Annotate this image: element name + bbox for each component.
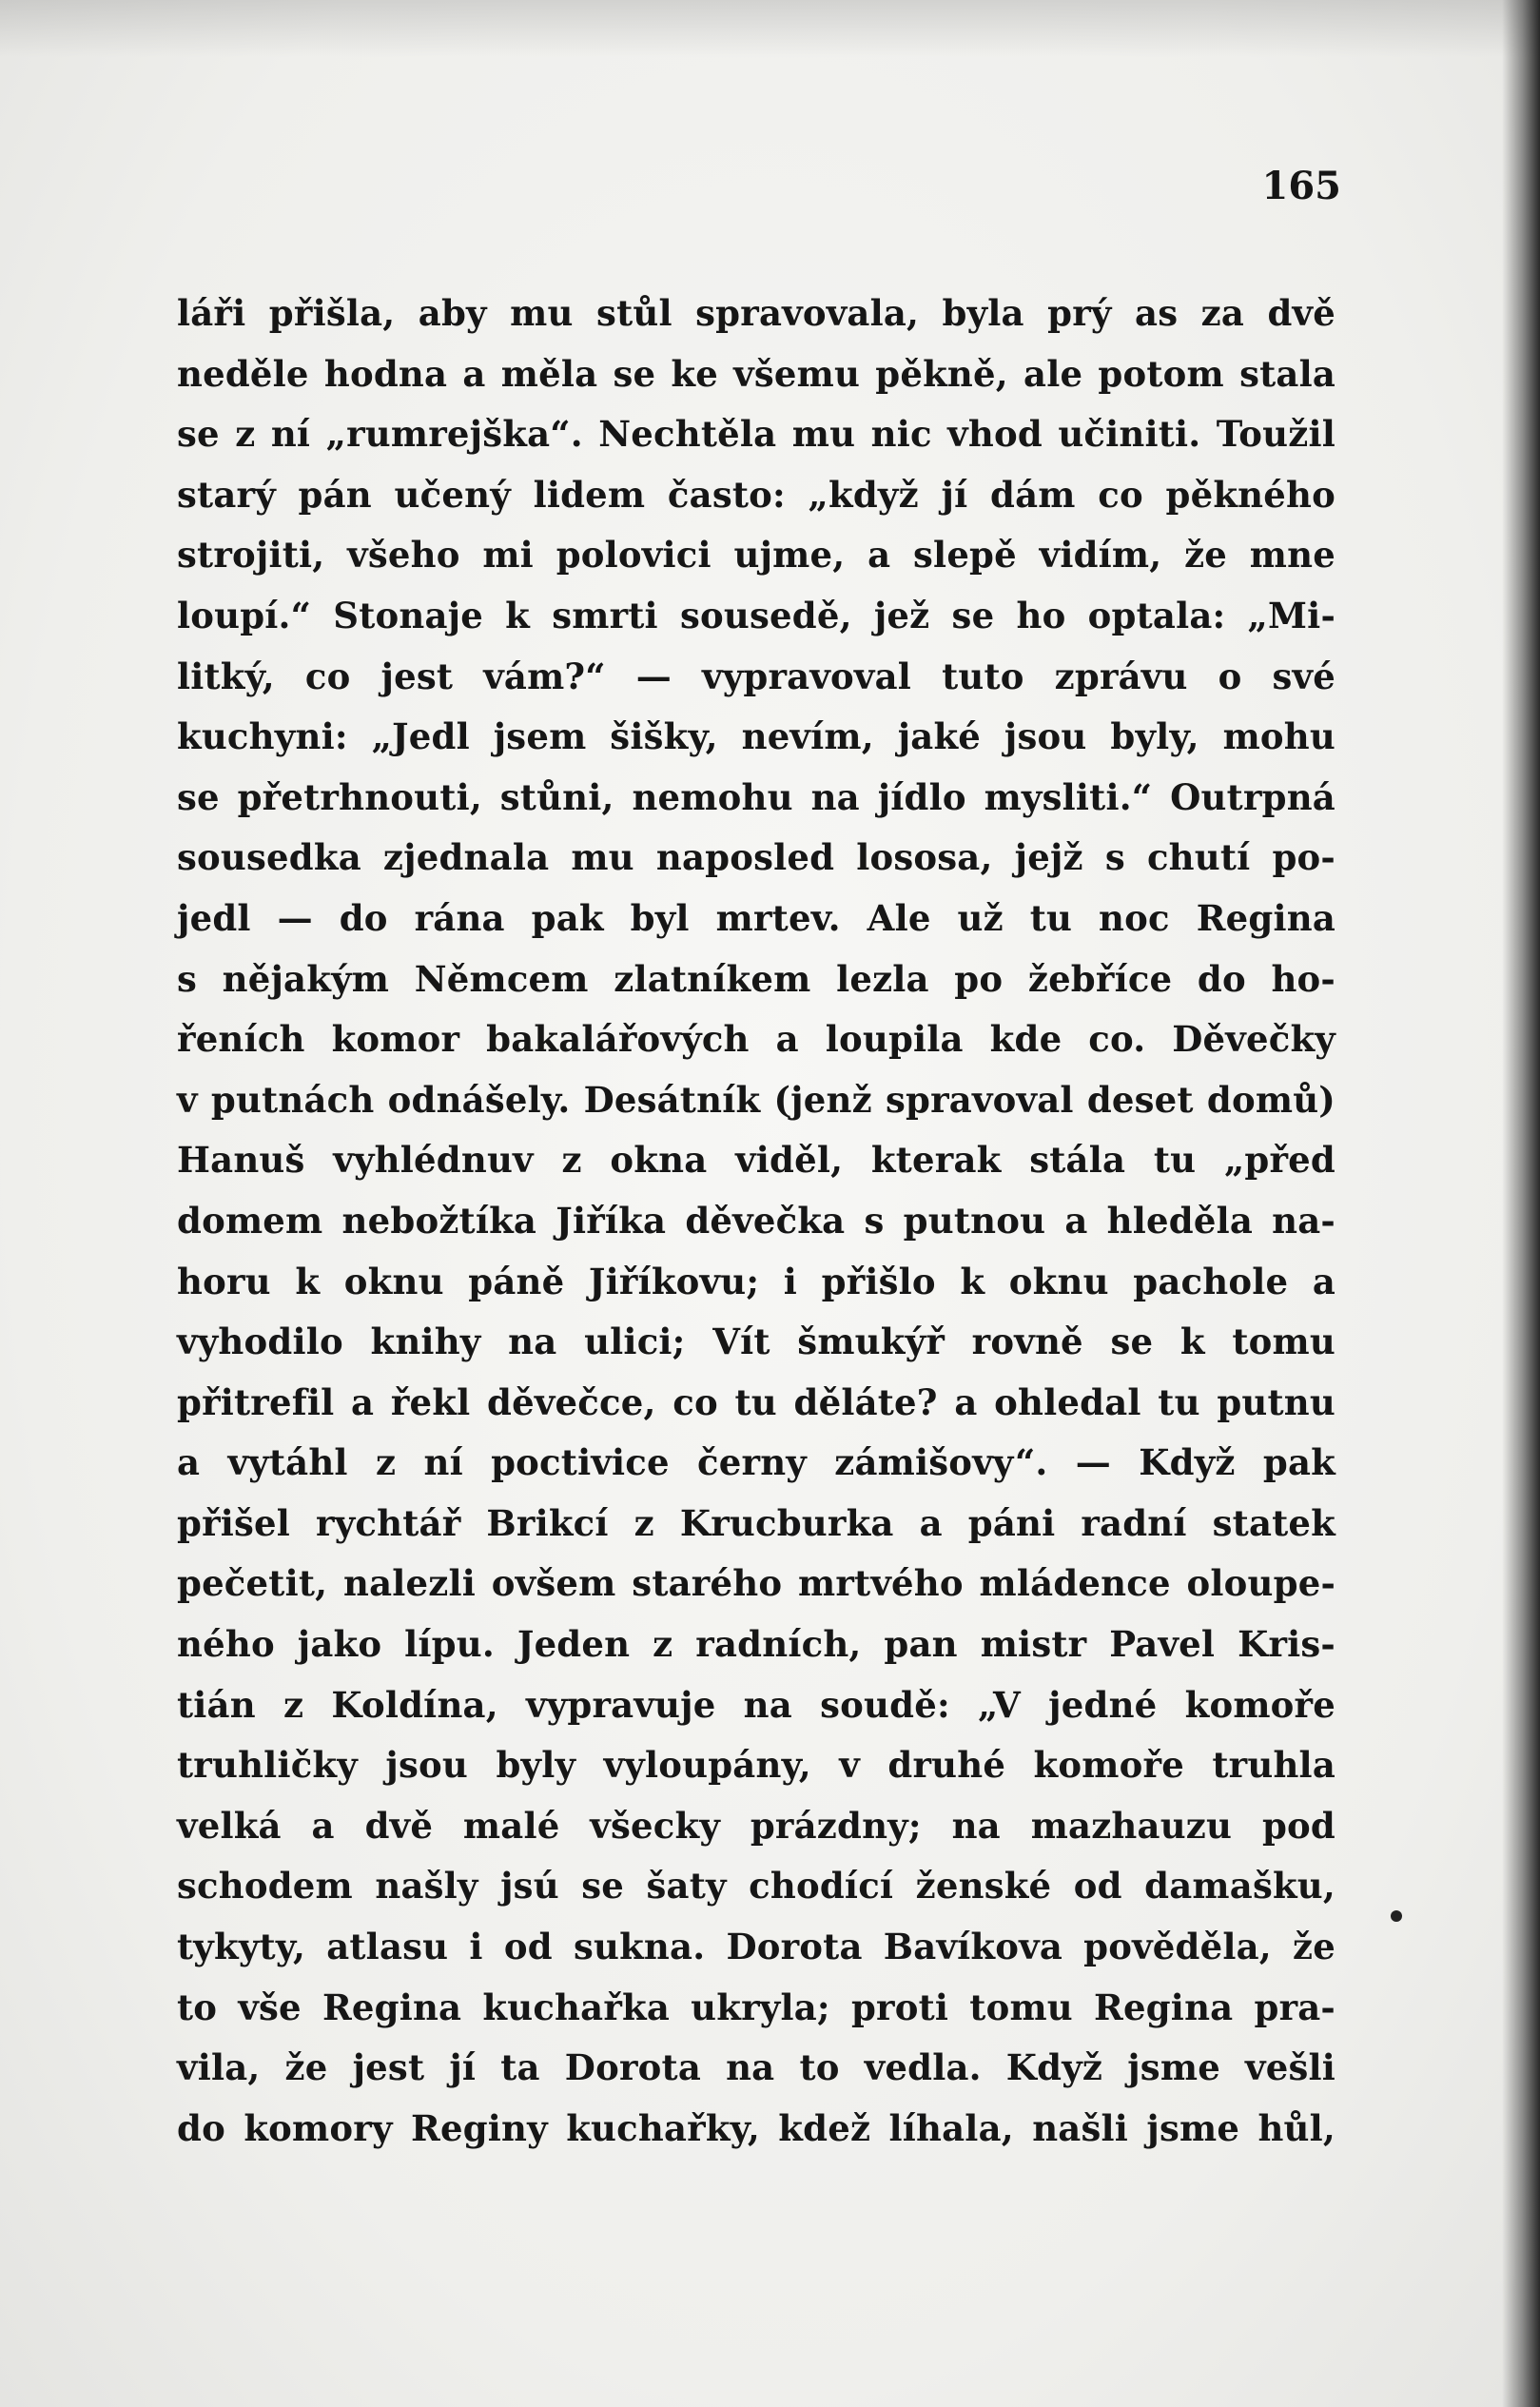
- text-line-4: starý pán učený lidem často: „když jí dám co pěkného: [177, 473, 1335, 516]
- text-line-16: domem nebožtíka Jiříka děvečka s putnou a hleděla na-: [177, 1199, 1335, 1242]
- ink-speck: [1391, 1910, 1402, 1922]
- text-line-15: Hanuš vyhlédnuv z okna viděl, kterak stála tu „před: [177, 1139, 1335, 1182]
- page-edge-shadow: [1502, 0, 1540, 2407]
- text-line-17: horu k oknu páně Jiříkovu; i přišlo k oknu pachole a: [177, 1260, 1335, 1302]
- page-top-shadow: [0, 0, 1540, 57]
- text-line-5: strojiti, všeho mi polovici ujme, a slepě vidím, že mne: [177, 534, 1335, 577]
- text-line-2: neděle hodna a měla se ke všemu pěkně, ale potom stala: [177, 352, 1335, 395]
- text-line-26: velká a dvě malé všecky prázdny; na mazhauzu pod: [177, 1804, 1335, 1847]
- text-line-13: řeních komor bakalářových a loupila kde co. Děvečky: [177, 1018, 1335, 1061]
- text-line-28: tykyty, atlasu i od sukna. Dorota Bavíkova pověděla, že: [177, 1926, 1335, 1968]
- text-line-23: ného jako lípu. Jeden z radních, pan mistr Pavel Kris-: [177, 1623, 1335, 1666]
- text-line-24: tián z Koldína, vypravuje na soudě: „V jedné komoře: [177, 1683, 1335, 1726]
- text-line-25: truhličky jsou byly vyloupány, v druhé komoře truhla: [177, 1744, 1335, 1787]
- text-line-8: kuchyni: „Jedl jsem šišky, nevím, jaké jsou byly, mohu: [177, 715, 1335, 758]
- text-line-6: loupí.“ Stonaje k smrti sousedě, jež se ho optala: „Mi-: [177, 594, 1335, 636]
- text-line-19: přitrefil a řekl děvečce, co tu děláte? a ohledal tu putnu: [177, 1380, 1335, 1423]
- text-line-12: s nějakým Němcem zlatníkem lezla po žebříce do ho-: [177, 957, 1335, 1000]
- text-line-3: se z ní „rumrejška“. Nechtěla mu nic vhod učiniti. Toužil: [177, 413, 1335, 456]
- text-line-18: vyhodilo knihy na ulici; Vít šmukýř rovně se k tomu: [177, 1321, 1335, 1363]
- text-line-7: litký, co jest vám?“ — vypravoval tuto zprávu o své: [177, 655, 1335, 697]
- text-line-11: jedl — do rána pak byl mrtev. Ale už tu noc Regina: [177, 896, 1335, 939]
- text-line-21: přišel rychtář Brikcí z Krucburka a páni radní statek: [177, 1501, 1335, 1544]
- text-line-30: vila, že jest jí ta Dorota na to vedla. Když jsme vešli: [177, 2046, 1335, 2089]
- text-line-22: pečetit, nalezli ovšem starého mrtvého mládence oloupe-: [177, 1562, 1335, 1605]
- text-line-29: to vše Regina kuchařka ukryla; proti tomu Regina pra-: [177, 1986, 1335, 2028]
- text-line-1: láři přišla, aby mu stůl spravovala, byla prý as za dvě: [177, 292, 1335, 334]
- page-number: 165: [1261, 164, 1341, 208]
- text-line-20: a vytáhl z ní poctivice černy zámišovy“. — Když pak: [177, 1441, 1335, 1484]
- text-line-31: do komory Reginy kuchařky, kdež líhala, našli jsme hůl,: [177, 2106, 1335, 2149]
- text-line-14: v putnách odnášely. Desátník (jenž spravoval deset domů): [177, 1078, 1335, 1121]
- text-line-27: schodem našly jsú se šaty chodící ženské od damašku,: [177, 1865, 1335, 1908]
- body-text: [177, 284, 1335, 2159]
- text-line-9: se přetrhnouti, stůni, nemohu na jídlo mysliti.“ Outrpná: [177, 775, 1335, 818]
- text-line-10: sousedka zjednala mu naposled lososa, jejž s chutí po-: [177, 836, 1335, 879]
